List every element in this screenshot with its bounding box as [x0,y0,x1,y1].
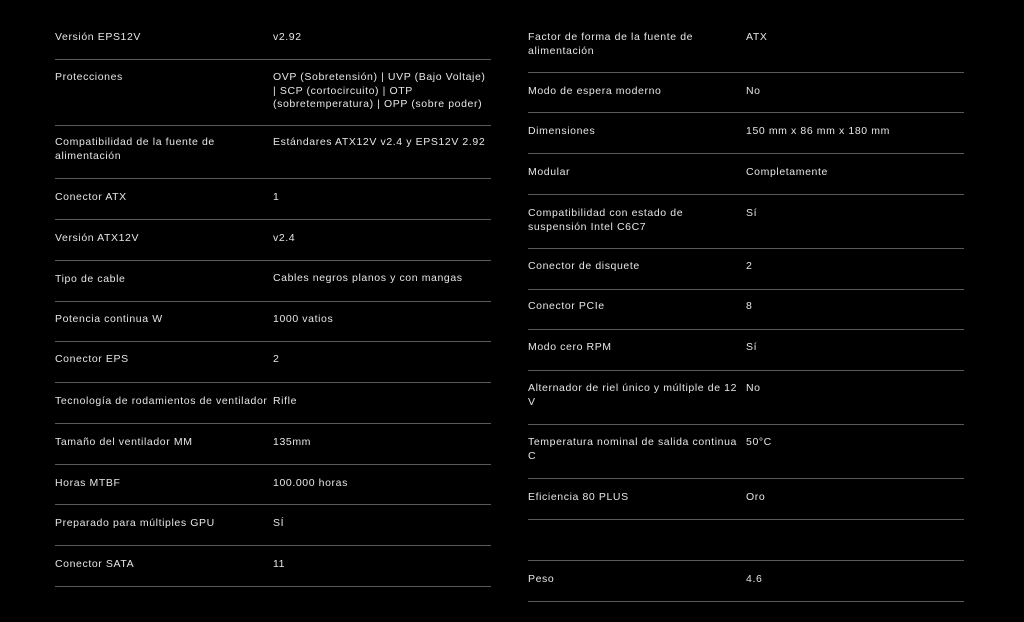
spec-value: Estándares ATX12V v2.4 y EPS12V 2.92 [273,136,486,148]
spec-value: Oro [746,491,766,503]
spec-label: Protecciones [55,71,123,83]
spec-value: ATX [746,31,768,43]
spec-row [55,383,491,424]
spec-value: Cables negros planos y con mangas [273,272,463,284]
spec-value: No [746,85,761,97]
spec-row [528,73,964,113]
spec-row-empty [528,520,964,561]
spec-label: Dimensiones [528,125,596,137]
spec-value: Sí [746,207,758,219]
spec-label: Conector ATX [55,191,127,203]
spec-label: Eficiencia 80 PLUS [528,491,629,503]
spec-row [528,479,964,520]
spec-label: Tamaño del ventilador MM [55,436,193,448]
spec-row [528,113,964,154]
spec-value: 1 [273,191,280,203]
spec-value: Rifle [273,395,298,407]
spec-value: 4.6 [746,573,763,585]
spec-row [528,425,964,479]
spec-value: SÍ [273,517,285,529]
spec-value: Sí [746,341,758,353]
spec-row [528,371,964,425]
spec-label: Horas MTBF [55,477,121,489]
spec-value: 100.000 horas [273,477,348,489]
spec-value: 150 mm x 86 mm x 180 mm [746,125,890,137]
spec-label: Conector de disquete [528,260,640,272]
spec-label: Factor de forma de la fuente de alimentación [528,31,694,57]
spec-label: Tipo de cable [55,273,126,285]
spec-row [55,302,491,342]
spec-label: Tecnología de rodamientos de ventilador [55,395,268,407]
spec-value: 50°C [746,436,772,448]
spec-label: Preparado para múltiples GPU [55,517,215,529]
spec-value: Completamente [746,166,828,178]
spec-label: Compatibilidad con estado de suspensión Intel C6C7 [528,207,684,233]
spec-row [528,195,964,249]
spec-row [55,546,491,587]
spec-label: Conector SATA [55,558,135,570]
spec-column-right [528,0,964,602]
spec-label: Compatibilidad de la fuente de alimentación [55,136,215,162]
spec-row [55,424,491,465]
spec-value: 11 [273,558,286,570]
spec-row [55,261,491,302]
spec-row [55,342,491,383]
spec-column-left [55,0,491,587]
spec-row [55,0,491,60]
spec-label: Versión ATX12V [55,232,140,244]
spec-value: v2.92 [273,31,302,43]
spec-label: Conector PCIe [528,300,605,312]
spec-label: Alternador de riel único y múltiple de 12 V [528,382,738,408]
spec-row [528,290,964,330]
spec-label: Potencia continua W [55,313,163,325]
spec-row [55,505,491,546]
spec-row [55,465,491,505]
spec-label: Versión EPS12V [55,31,142,43]
spec-value: v2.4 [273,232,296,244]
spec-label: Modo de espera moderno [528,85,662,97]
spec-row [528,330,964,371]
spec-value: 2 [273,353,280,365]
spec-row [528,249,964,290]
spec-value: OVP (Sobretensión) | UVP (Bajo Voltaje) | SCP (cortocircuito) | OTP (sobretemperatura) | OPP (sobre poder) [273,71,486,110]
spec-label: Modular [528,166,571,178]
spec-label: Peso [528,573,555,585]
spec-row [55,126,491,179]
spec-label: Conector EPS [55,353,129,365]
spec-row [55,220,491,261]
spec-label: Modo cero RPM [528,341,612,353]
spec-row [528,0,964,73]
spec-value: 1000 vatios [273,313,334,325]
spec-row [528,561,964,602]
spec-value: 8 [746,300,753,312]
spec-row [55,60,491,126]
spec-row [528,154,964,195]
spec-row [55,179,491,220]
spec-label: Temperatura nominal de salida continua C [528,436,737,462]
spec-value: 2 [746,260,753,272]
spec-value: 135mm [273,436,312,448]
spec-value: No [746,382,761,394]
